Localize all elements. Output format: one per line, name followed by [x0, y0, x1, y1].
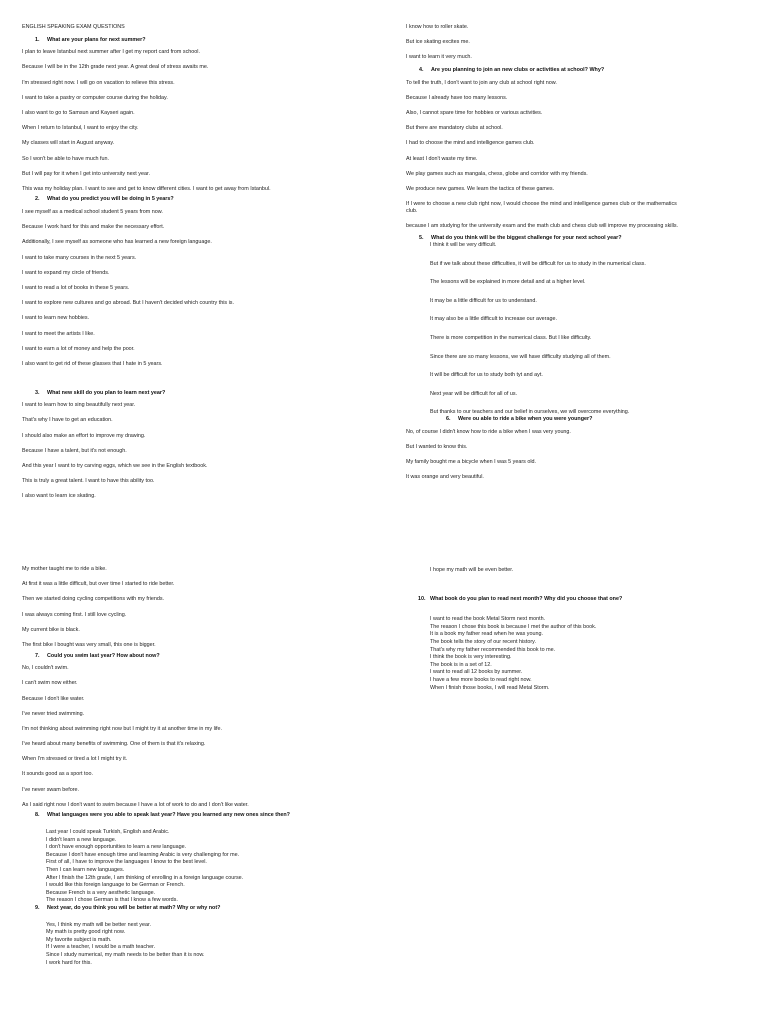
column-bottom-left	[22, 566, 290, 967]
column-bottom-right	[406, 567, 622, 692]
answer-line: Additionally, I see myself as someone who has learned a new foreign language.	[22, 239, 212, 246]
answer-line: We play games such as mangala, chess, globe and corridor with my friends.	[406, 170, 588, 177]
answer-line: This was my holiday plan. I want to see and get to know different cities. I want to get away from Istanbul.	[22, 185, 271, 192]
answer-line: Because I don't like water.	[22, 695, 85, 702]
answer-line: I know how to roller skate.	[406, 24, 469, 30]
answer-line: I have a few more books to read right now.	[430, 676, 532, 683]
answer-line: because I am studying for the university exam and the math club and chess club will improve my processing skills.	[406, 222, 679, 229]
question-4: 4. Are you planning to join an new clubs or activities at school? Why?	[419, 66, 605, 73]
answer-line: It may also be a little difficult to increase our average.	[430, 316, 557, 323]
answer-line: So I won't be able to have much fun.	[22, 155, 110, 162]
answer-line: No, of course I didn't know how to ride a bike when I was very young.	[406, 428, 571, 435]
question-8: 8. What languages were you able to speak last year? Have you learned any new ones since then?	[35, 812, 290, 819]
answer-line: The lessons will be explained in more detail and at a higher level.	[430, 279, 586, 286]
answer-line: Because I already have too many lessons.	[406, 94, 508, 101]
answer-line: Also, I cannot spare time for hobbies or various activities.	[406, 109, 543, 116]
answer-line: I had to choose the mind and intelligence games club.	[406, 140, 535, 147]
answer-line: But I wanted to know this.	[406, 443, 468, 450]
answer-line: Yes, I think my math will be better next year.	[46, 921, 151, 928]
answer-line: My current bike is black.	[22, 626, 80, 633]
answer-line: I want to read the book Metal Storm next month.	[430, 616, 546, 623]
answer-line: I also want to get rid of these glasses that I hate in 5 years.	[22, 360, 163, 367]
answer-line: I want to read a lot of books in these 5 years.	[22, 285, 130, 291]
answer-line: I want to earn a lot of money and help the poor.	[22, 345, 135, 352]
answer-line: I hope my math will be even better.	[430, 567, 514, 573]
answer-line: I'm not thinking about swimming right now but I might try it at another time in my life.	[22, 725, 222, 732]
question-9: 9. Next year, do you think you will be better at math? Why or why not?	[35, 904, 221, 911]
question-2: 2. What do you predict you will be doing in 5 years?	[35, 196, 174, 203]
answer-line: It was orange and very beautiful.	[406, 474, 484, 481]
answer-line: As I said right now I don't want to swim because I have a lot of work to do and I don't like water.	[22, 801, 249, 808]
answer-line: We produce new games. We learn the tactics of these games.	[406, 185, 555, 192]
column-top-right	[406, 24, 678, 481]
answer-line: I'm stressed right now. I will go on vacation to relieve this stress.	[22, 79, 175, 86]
answer-line: Because I don't have enough time and learning Arabic is very challenging for me.	[46, 851, 240, 858]
question-7: 7. Could you swim last year? How about now?	[35, 652, 160, 659]
answer-line: After I finish the 12th grade, I am thinking of enrolling in a foreign language course.	[46, 874, 244, 881]
answer-line: I would like this foreign language to be German or French.	[46, 882, 185, 889]
answer-line: If I were to choose a new club right now, I would choose the mind and intelligence games club or the mathematics	[406, 201, 677, 208]
answer-line: This is truly a great talent. I want to have this ability too.	[22, 478, 155, 485]
answer-line: It sounds good as a sport too.	[22, 771, 94, 778]
answer-line: The reason I chose this book is because I met the author of this book.	[430, 623, 597, 630]
answer-line: My family bought me a bicycle when I was 5 years old.	[406, 458, 537, 465]
answer-line: I've heard about many benefits of swimming. One of them is that it's relaxing.	[22, 741, 206, 748]
answer-line: Because I will be in the 12th grade next year. A great deal of stress awaits me.	[22, 64, 209, 71]
answer-line: I don't have enough opportunities to learn a new language.	[46, 844, 187, 851]
answer-line: When I'm stressed or tired a lot I might try it.	[22, 756, 128, 763]
answer-line: I want to explore new cultures and go abroad. But I haven't decided which country this is.	[22, 300, 234, 307]
answer-line: Because I work hard for this and make the necessary effort.	[22, 224, 165, 231]
answer-line: That's why my father recommended this book to me.	[430, 646, 556, 653]
answer-line: When I finish those books, I will read Metal Storm.	[430, 684, 550, 691]
answer-line: There is more competition in the numerical class. But I like difficulty.	[430, 335, 592, 341]
answer-line: First of all, I have to improve the languages I know to the best level.	[46, 859, 207, 866]
answer-line: But if we talk about these difficulties, it will be difficult for us to study in the numerical class.	[430, 260, 646, 267]
answer-block	[22, 829, 290, 904]
answer-line: The book tells the story of our recent history.	[430, 638, 536, 645]
answer-line: It may be a little difficult for us to understand.	[430, 297, 537, 304]
answer-line: I want to take many courses in the next 5 years.	[22, 254, 137, 261]
answer-line: I can't swim now either.	[22, 680, 78, 687]
answer-line: But ice skating excites me.	[406, 39, 470, 46]
answer-line: It will be difficult for us to study both tyt and ayt.	[430, 372, 543, 379]
answer-line: Next year will be difficult for all of us.	[430, 390, 518, 397]
answer-line: At least I don't waste my time.	[406, 155, 478, 162]
answer-line: I think it will be very difficult.	[430, 242, 497, 249]
answer-line: I work hard for this.	[46, 959, 92, 966]
answer-line: I see myself as a medical school student 5 years from now.	[22, 209, 163, 216]
answer-line: The reason I chose German is that I know a few words.	[46, 897, 178, 904]
column-top-left	[22, 24, 271, 500]
answer-line: I was always coming first. I still love cycling.	[22, 611, 127, 618]
answer-line: At first it was a little difficult, but over time I started to ride better.	[22, 581, 175, 588]
answer-line: But there are mandatory clubs at school.	[406, 125, 503, 132]
answer-line: Then I can learn new languages.	[46, 866, 125, 873]
answer-line: I want to learn new hobbies.	[22, 315, 90, 322]
answer-line: I want to take a pastry or computer course during the holiday.	[22, 94, 168, 101]
answer-line: I've never tried swimming.	[22, 710, 85, 717]
answer-line: To tell the truth, I don't want to join any club at school right now.	[406, 79, 557, 86]
answer-line: I think the book is very interesting.	[430, 654, 512, 661]
answer-line: Since there are so many lessons, we will have difficulty studying all of them.	[430, 353, 611, 360]
answer-block	[406, 567, 622, 574]
answer-line: It is a book my father read when he was young.	[430, 631, 543, 638]
question-1: 1. What are your plans for next summer?	[35, 36, 146, 43]
answer-line: Because French is a very aesthetic language.	[46, 889, 156, 896]
answer-line: The book is in a set of 12.	[430, 661, 492, 668]
answer-line: My math is pretty good right now.	[46, 929, 126, 936]
question-6: 6. Were ou able to ride a bike when you were younger?	[446, 415, 593, 422]
answer-line: Last year I could speak Turkish, English and Arabic.	[46, 829, 170, 835]
answer-line: That's why I have to get an education.	[22, 417, 113, 424]
answer-line: My mother taught me to ride a bike.	[22, 566, 107, 572]
question-5: 5. What do you think will be the biggest challenge for your next school year?	[419, 235, 622, 242]
answer-line: But thanks to our teachers and our belief in ourselves, we will overcome everything.	[430, 409, 630, 416]
answer-line: My favorite subject is math.	[46, 936, 112, 943]
document-title: ENGLISH SPEAKING EXAM QUESTIONS	[22, 24, 125, 30]
answer-block	[22, 922, 290, 967]
answer-line: Since I study numerical, my math needs to be better than it is now.	[46, 951, 205, 958]
answer-line: I also want to learn ice skating.	[22, 493, 96, 500]
answer-line: If I were a teacher, I would be a math teacher.	[46, 944, 156, 951]
answer-line: But I will pay for it when I get into university next year.	[22, 170, 150, 177]
answer-line: I want to learn it very much.	[406, 54, 472, 61]
answer-line: Because I have a talent, but it's not enough.	[22, 447, 127, 454]
question-3: 3. What new skill do you plan to learn next year?	[35, 389, 166, 396]
answer-line: My classes will start in August anyway.	[22, 140, 115, 147]
answer-line: I want to read all 12 books by summer.	[430, 669, 523, 676]
answer-line: I should also make an effort to improve my drawing.	[22, 432, 146, 439]
answer-line: I want to meet the artists I like.	[22, 330, 95, 337]
answer-line: I want to learn how to sing beautifully next year.	[22, 402, 136, 409]
answer-block	[406, 616, 622, 691]
answer-line: And this year I want to try carving eggs, which we see in the English textbook.	[22, 462, 208, 469]
answer-line: Then we started doing cycling competitions with my friends.	[22, 596, 165, 603]
answer-line: I didn't learn a new language.	[46, 836, 117, 843]
answer-block	[406, 242, 678, 416]
answer-line: When I return to Istanbul, I want to enjoy the city.	[22, 125, 139, 132]
answer-line: I also want to go to Samsun and Kayseri again.	[22, 109, 135, 116]
answer-line: No, I couldn't swim.	[22, 665, 69, 672]
question-10: 10. What book do you plan to read next month? Why did you choose that one?	[418, 595, 623, 602]
answer-line: I plan to leave Istanbul next summer after I get my report card from school.	[22, 49, 200, 56]
answer-line: The first bike I bought was very small, this one is bigger.	[22, 641, 156, 648]
answer-line: club.	[406, 207, 418, 214]
answer-line: I want to expand my circle of friends.	[22, 269, 110, 276]
answer-line: I've never swam before.	[22, 786, 80, 793]
